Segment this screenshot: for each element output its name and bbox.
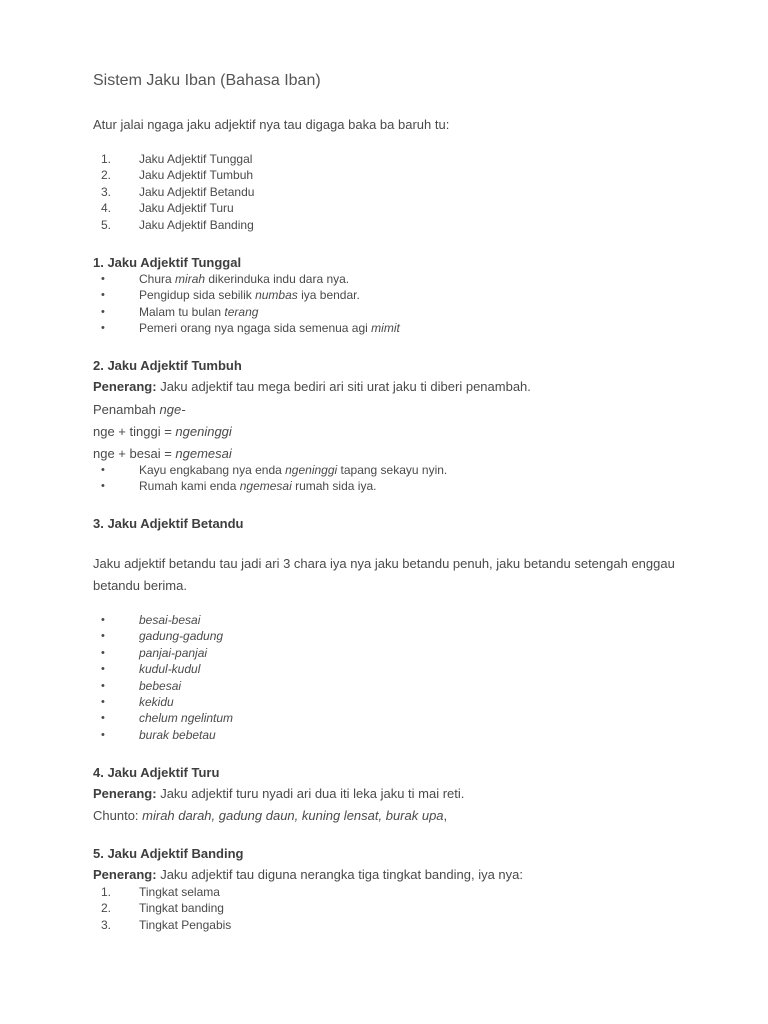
list-item: 2. Tingkat banding — [101, 901, 224, 916]
list-item: • Pengidup sida sebilik numbas iya bendar. — [101, 288, 360, 303]
list-item: • kudul-kudul — [101, 662, 201, 677]
bullet-list — [93, 462, 447, 495]
list-item: • gadung-gadung — [101, 629, 224, 644]
section-heading: 4. Jaku Adjektif Turu — [93, 765, 220, 780]
list-item: 3. Jaku Adjektif Betandu — [101, 184, 255, 199]
definition-paragraph: Penerang: Jaku adjektif tau diguna nerangka tiga tingkat banding, iya nya: — [93, 867, 523, 882]
list-item: • burak bebetau — [101, 727, 216, 742]
intro-paragraph: Atur jalai ngaga jaku adjektif nya tau digaga baka ba baruh tu: — [93, 117, 450, 132]
list-item: • Malam tu bulan terang — [101, 304, 259, 319]
section-heading: 2. Jaku Adjektif Tumbuh — [93, 358, 242, 373]
list-item: 5. Jaku Adjektif Banding — [101, 217, 254, 232]
list-item: • Chura mirah dikerinduka indu dara nya. — [101, 272, 350, 286]
definition-paragraph: Penerang: Jaku adjektif tau mega bediri ari siti urat jaku ti diberi penambah. — [93, 379, 531, 394]
list-item: • kekidu — [101, 694, 174, 709]
page-title: Sistem Jaku Iban (Bahasa Iban) — [93, 72, 321, 89]
list-item: • besai-besai — [101, 613, 201, 627]
list-item: 4. Jaku Adjektif Turu — [101, 201, 234, 216]
list-item: 3. Tingkat Pengabis — [101, 917, 232, 932]
bullet-list — [93, 271, 400, 337]
list-item: 1. Tingkat selama — [101, 885, 220, 899]
example-equation: nge + besai = ngemesai — [93, 446, 232, 461]
section-heading: 1. Jaku Adjektif Tunggal — [93, 255, 242, 270]
list-item: • Pemeri orang nya ngaga sida semenua agi mimit — [101, 321, 400, 336]
prefix-line: Penambah nge- — [93, 402, 186, 417]
section-heading: 3. Jaku Adjektif Betandu — [93, 516, 244, 531]
list-item: • Kayu engkabang nya enda ngeninggi tapang sekayu nyin. — [101, 463, 448, 477]
list-item: • Rumah kami enda ngemesai rumah sida iya. — [101, 479, 377, 494]
list-item: 2. Jaku Adjektif Tumbuh — [101, 168, 254, 183]
comparison-list — [93, 884, 231, 933]
list-item: 1. Jaku Adjektif Tunggal — [101, 152, 253, 166]
example-equation: nge + tinggi = ngeninggi — [93, 424, 232, 439]
example-line: Chunto: mirah darah, gadung daun, kuning lensat, burak upa, — [93, 808, 448, 823]
toc-list — [93, 151, 254, 233]
body-paragraph: Jaku adjektif betandu tau jadi ari 3 chara iya nya jaku betandu penuh, jaku betandu setengah enggau betandu berima. — [93, 556, 675, 593]
list-item: • panjai-panjai — [101, 645, 208, 660]
bullet-list — [93, 612, 233, 743]
list-item: • bebesai — [101, 678, 182, 693]
list-item: • chelum ngelintum — [101, 711, 234, 726]
section-heading: 5. Jaku Adjektif Banding — [93, 846, 244, 861]
definition-paragraph: Penerang: Jaku adjektif turu nyadi ari dua iti leka jaku ti mai reti. — [93, 786, 465, 801]
